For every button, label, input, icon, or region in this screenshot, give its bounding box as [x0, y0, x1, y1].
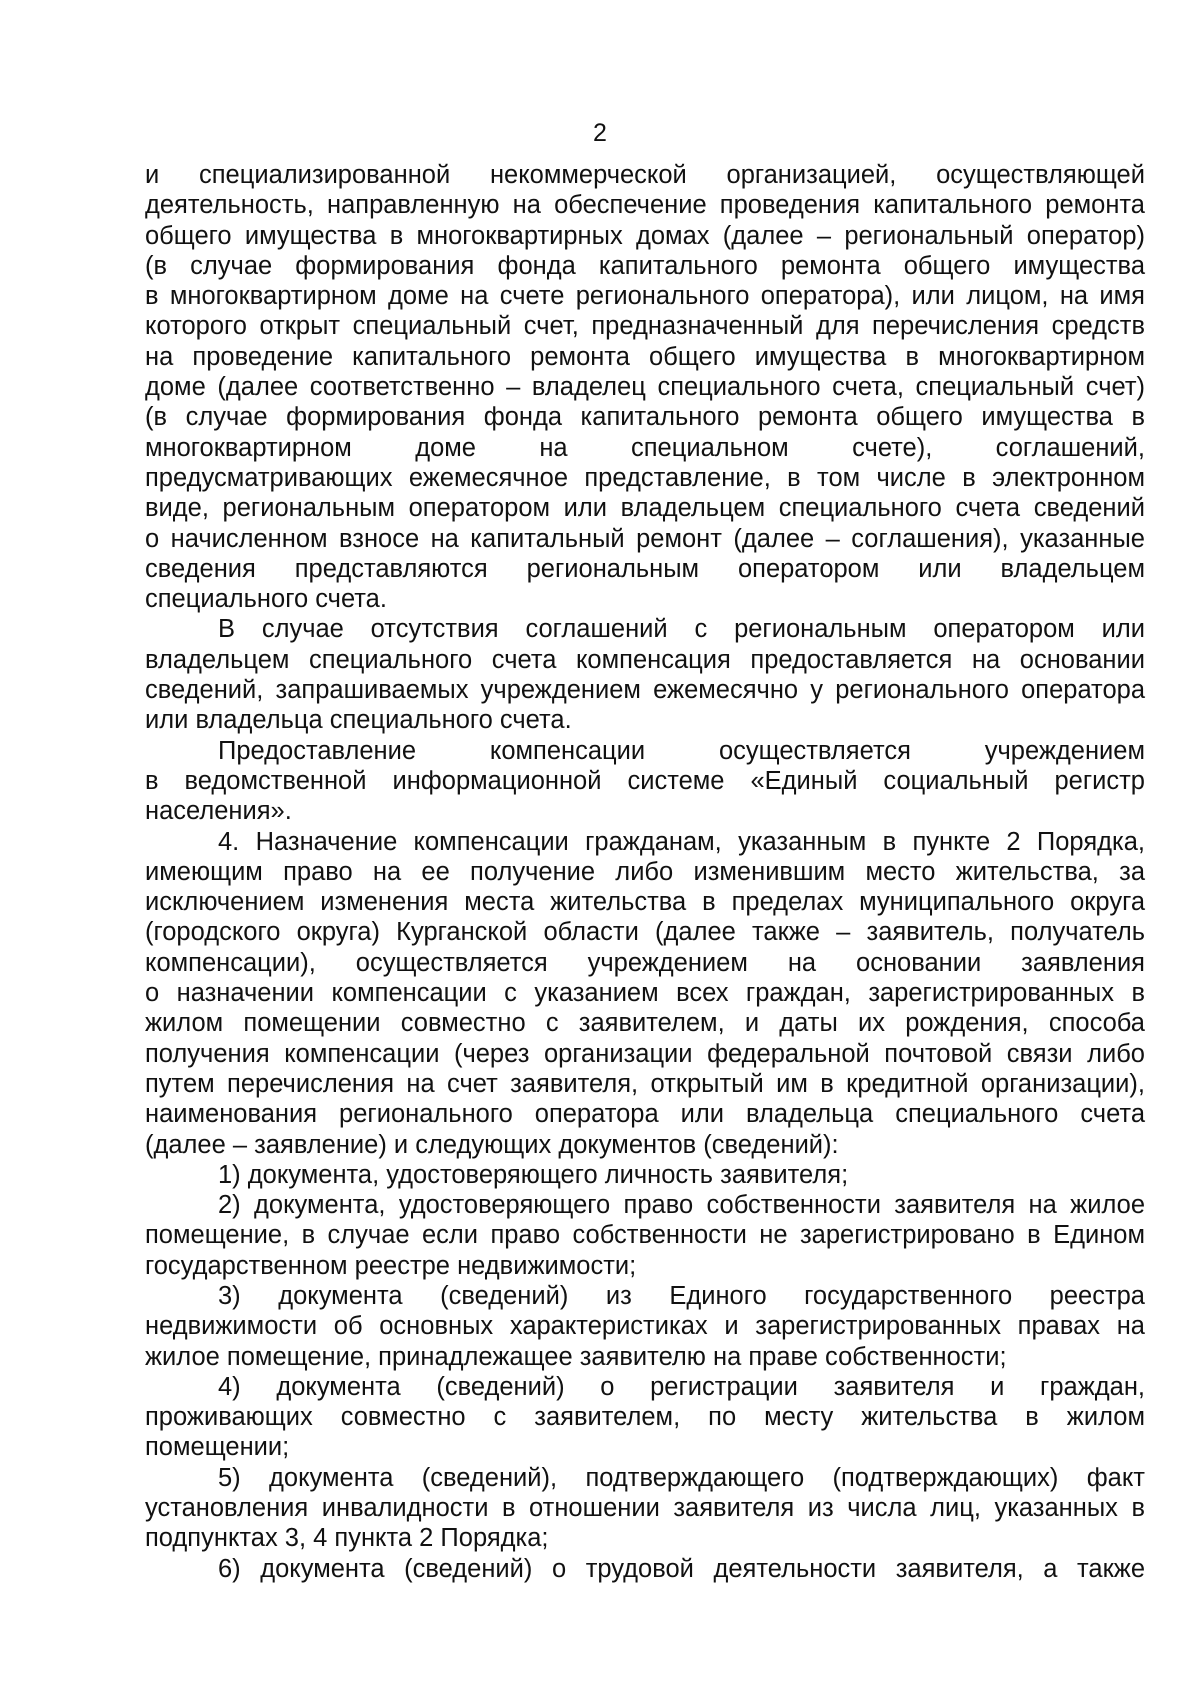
text-line: компенсации), осуществляется учреждением на основании заявления: [145, 948, 1145, 977]
text-line: 5) документа (сведений), подтверждающего (подтверждающих) факт: [218, 1463, 1145, 1492]
text-line: на проведение капитального ремонта общего имущества в многоквартирном: [145, 342, 1145, 371]
text-line: подпунктах 3, 4 пункта 2 Порядка;: [145, 1524, 549, 1553]
text-line: деятельность, направленную на обеспечение проведения капитального ремонта: [145, 191, 1145, 220]
text-line: помещение, в случае если право собственности не зарегистрировано в Едином: [145, 1221, 1145, 1250]
text-line: 6) документа (сведений) о трудовой деятельности заявителя, а также: [218, 1554, 1145, 1583]
text-line: 2) документа, удостоверяющего право собственности заявителя на жилое: [218, 1191, 1145, 1220]
text-line: получения компенсации (через организации федеральной почтовой связи либо: [145, 1039, 1145, 1068]
text-line: многоквартирном доме на специальном счете), соглашений,: [145, 433, 1145, 462]
text-line: 1) документа, удостоверяющего личность заявителя;: [218, 1160, 849, 1189]
text-line: о начисленном взносе на капитальный ремонт (далее – соглашения), указанные: [145, 524, 1145, 553]
text-line: Предоставление компенсации осуществляется учреждением: [218, 736, 1145, 765]
text-line: (далее – заявление) и следующих документов (сведений):: [145, 1130, 839, 1159]
text-line: проживающих совместно с заявителем, по месту жительства в жилом: [145, 1403, 1145, 1432]
text-line: 4) документа (сведений) о регистрации заявителя и граждан,: [218, 1372, 1145, 1401]
text-line: помещении;: [145, 1433, 290, 1462]
text-line: имеющим право на ее получение либо изменившим место жительства, за: [145, 857, 1145, 886]
text-line: в ведомственной информационной системе «Единый социальный регистр: [145, 766, 1145, 795]
text-line: предусматривающих ежемесячное представление, в том числе в электронном: [145, 463, 1145, 492]
text-line: и специализированной некоммерческой организацией, осуществляющей: [145, 161, 1145, 189]
text-line: о назначении компенсации с указанием всех граждан, зарегистрированных в: [145, 979, 1145, 1008]
text-line: виде, региональным оператором или владельцем специального счета сведений: [145, 494, 1145, 523]
text-line: населения».: [145, 797, 292, 826]
text-line: жилое помещение, принадлежащее заявителю на праве собственности;: [145, 1342, 1007, 1371]
text-line: недвижимости об основных характеристиках и зарегистрированных правах на: [145, 1312, 1145, 1341]
text-line: (в случае формирования фонда капитального ремонта общего имущества в: [145, 403, 1145, 432]
text-line: общего имущества в многоквартирных домах (далее – региональный оператор): [145, 221, 1145, 250]
text-line: жилом помещении совместно с заявителем, и даты их рождения, способа: [145, 1009, 1145, 1038]
text-line: или владельца специального счета.: [145, 706, 572, 735]
text-line: сведения представляются региональным оператором или владельцем: [145, 554, 1145, 583]
text-line: (городского округа) Курганской области (далее также – заявитель, получатель: [145, 918, 1145, 947]
text-line: доме (далее соответственно – владелец специального счета, специальный счет): [145, 373, 1145, 402]
text-line: сведений, запрашиваемых учреждением ежемесячно у регионального оператора: [145, 676, 1145, 705]
text-line: установления инвалидности в отношении заявителя из числа лиц, указанных в: [145, 1494, 1145, 1523]
text-line: 3) документа (сведений) из Единого государственного реестра: [218, 1281, 1145, 1310]
document-body: [145, 160, 1145, 1584]
text-line: специального счета.: [145, 585, 387, 614]
text-line: владельцем специального счета компенсация предоставляется на основании: [145, 645, 1145, 674]
text-line: наименования регионального оператора или владельца специального счета: [145, 1100, 1145, 1129]
text-line: 4. Назначение компенсации гражданам, указанным в пункте 2 Порядка,: [218, 827, 1145, 856]
text-line: путем перечисления на счет заявителя, открытый им в кредитной организации),: [145, 1069, 1145, 1098]
text-line: В случае отсутствия соглашений с региональным оператором или: [218, 615, 1145, 644]
text-line: в многоквартирном доме на счете регионального оператора), или лицом, на имя: [145, 282, 1145, 311]
text-line: исключением изменения места жительства в пределах муниципального округа: [145, 888, 1145, 917]
text-line: (в случае формирования фонда капитального ремонта общего имущества: [145, 251, 1145, 280]
text-line: государственном реестре недвижимости;: [145, 1251, 637, 1280]
text-line: которого открыт специальный счет, предназначенный для перечисления средств: [145, 312, 1145, 341]
page-number: 2: [593, 119, 607, 147]
